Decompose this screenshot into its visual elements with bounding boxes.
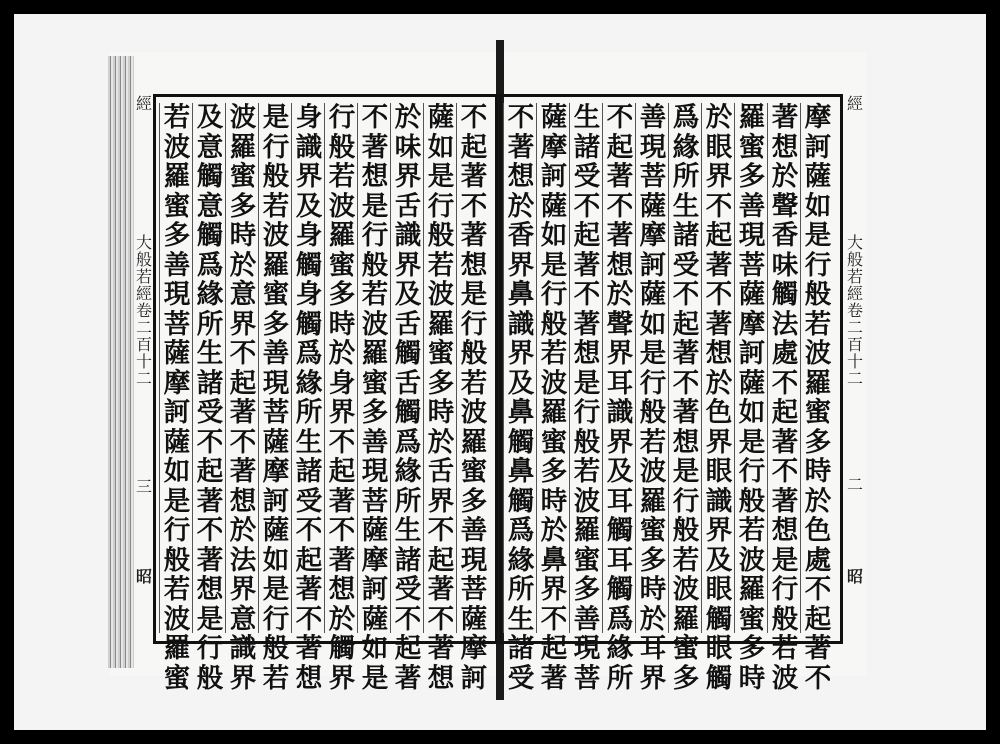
text-column: 波 羅 蜜 多 時 於 意 界 不 起 著 不 著 想 於 法 界 意 識 界 [225,103,260,633]
text-column: 是 行 般 若 波 羅 蜜 多 善 現 菩 薩 摩 訶 薩 如 是 行 般 若 [258,103,293,633]
text-column: 不 起 著 不 著 想 於 聲 界 耳 識 界 及 耳 觸 耳 觸 爲 緣 所 [602,103,637,633]
text-column: 爲 緣 所 生 諸 受 不 起 著 不 著 想 是 行 般 若 波 羅 蜜 多 [668,103,703,633]
right-margin-title: 經 [846,94,863,113]
text-column: 善 現 菩 薩 摩 訶 薩 如 是 行 般 若 波 羅 蜜 多 時 於 耳 界 [635,103,670,633]
text-column: 生 諸 受 不 起 著 不 著 想 是 行 般 若 波 羅 蜜 多 善 現 菩 [569,103,604,633]
text-column: 不 起 著 不 著 想 是 行 般 若 波 羅 蜜 多 善 現 菩 薩 摩 訶 [456,103,491,633]
text-column: 不 著 想 於 香 界 鼻 識 界 及 鼻 觸 鼻 觸 爲 緣 所 生 諸 受 [503,103,538,633]
right-margin-volume: 大般若經卷二百十二 [846,233,863,388]
text-column: 及 意 觸 意 觸 爲 緣 所 生 諸 受 不 起 著 不 著 想 是 行 般 [192,103,227,633]
scan-border-right [986,0,1000,744]
text-column: 身 識 界 及 身 觸 身 觸 爲 緣 所 生 諸 受 不 起 著 不 著 想 [291,103,326,633]
text-column: 行 般 若 波 羅 蜜 多 時 於 身 界 不 起 著 不 著 想 於 觸 界 [324,103,359,633]
text-column: 薩 如 是 行 般 若 波 羅 蜜 多 時 於 舌 界 不 起 著 不 著 想 [423,103,458,633]
text-column: 薩 摩 訶 薩 如 是 行 般 若 波 羅 蜜 多 時 於 鼻 界 不 起 著 [536,103,571,633]
scan-border-top [0,0,1000,14]
text-column: 於 眼 界 不 起 著 不 著 想 於 色 界 眼 識 界 及 眼 觸 眼 觸 [701,103,736,633]
text-column: 於 味 界 舌 識 界 及 舌 觸 舌 觸 爲 緣 所 生 諸 受 不 起 著 [390,103,425,633]
text-column: 羅 蜜 多 善 現 菩 薩 摩 訶 薩 如 是 行 般 若 波 羅 蜜 多 時 [734,103,769,633]
scan-border-left [0,0,14,744]
text-column: 若 波 羅 蜜 多 善 現 菩 薩 摩 訶 薩 如 是 行 般 若 波 羅 蜜 [159,103,194,633]
left-margin-page: 三 [135,477,152,496]
left-margin-mark: 昭 [135,567,152,586]
scan-border-bottom [0,730,1000,744]
text-column: 摩 訶 薩 如 是 行 般 若 波 羅 蜜 多 時 於 色 處 不 起 著 不 [800,103,835,633]
left-margin-title: 經 [135,94,152,113]
left-margin-volume: 大般若經卷二百十二 [135,233,152,388]
right-margin-page: 二 [846,475,863,494]
book-edge [108,56,134,668]
right-margin-mark: 昭 [846,567,863,586]
text-column: 不 著 想 是 行 般 若 波 羅 蜜 多 善 現 菩 薩 摩 訶 薩 如 是 [357,103,392,633]
text-column: 著 想 於 聲 香 味 觸 法 處 不 起 著 不 著 想 是 行 般 若 波 [767,103,802,633]
